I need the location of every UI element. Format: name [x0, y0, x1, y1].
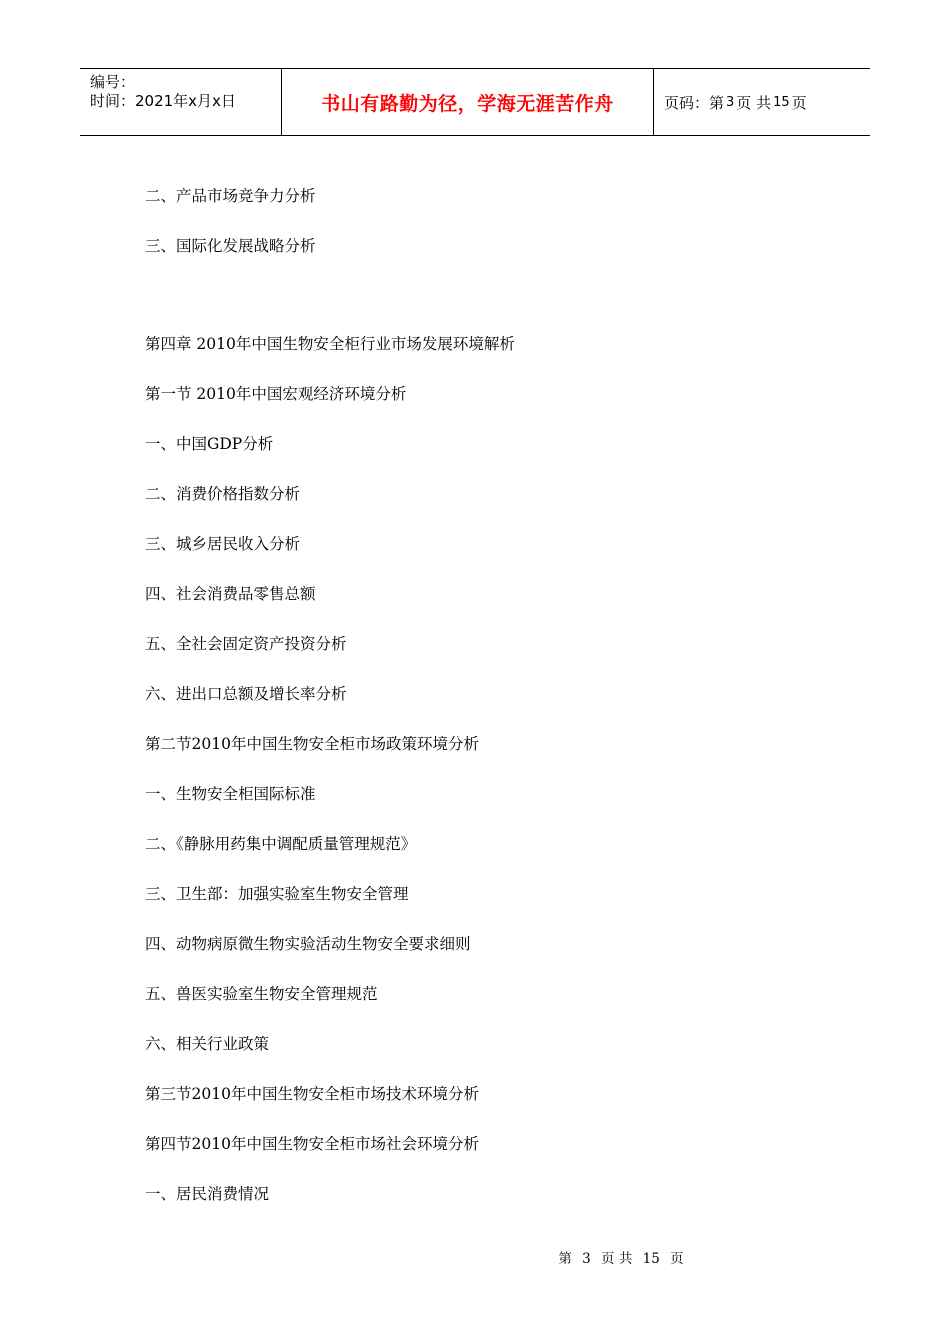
- header-number-label: 编号：: [90, 73, 136, 91]
- toc-item: 二、消费价格指数分析: [145, 485, 301, 503]
- toc-item: 四、社会消费品零售总额: [145, 585, 316, 603]
- footer-page-total: 15: [642, 1251, 660, 1267]
- toc-item: 五、全社会固定资产投资分析: [145, 635, 347, 653]
- header-page-current: 3: [726, 94, 735, 110]
- toc-item: 一、中国GDP分析: [145, 435, 274, 453]
- footer-mid: 页 共: [601, 1251, 633, 1267]
- header-page-total: 15: [773, 94, 790, 110]
- table-of-contents: [145, 184, 845, 1232]
- toc-section-heading: 第三节2010年中国生物安全柜市场技术环境分析: [145, 1085, 479, 1103]
- toc-item: 一、生物安全柜国际标准: [145, 785, 316, 803]
- header-time-label: 时间：2021年x月x日: [90, 92, 236, 110]
- toc-item: 六、相关行业政策: [145, 1035, 270, 1053]
- toc-item: 二、《静脉用药集中调配质量管理规范》: [145, 835, 417, 853]
- toc-item: 三、国际化发展战略分析: [145, 237, 316, 255]
- toc-item: 四、动物病原微生物实验活动生物安全要求细则: [145, 935, 471, 953]
- header-page-mid: 页 共: [736, 93, 772, 112]
- toc-section-heading: 第二节2010年中国生物安全柜市场政策环境分析: [145, 735, 479, 753]
- toc-section-heading: 第四节2010年中国生物安全柜市场社会环境分析: [145, 1135, 479, 1153]
- page-header: [80, 68, 870, 136]
- toc-item: 五、兽医实验室生物安全管理规范: [145, 985, 378, 1003]
- header-page-prefix: 页码：第: [664, 93, 725, 112]
- header-page-info: [654, 69, 870, 135]
- page-footer: [0, 1247, 950, 1267]
- footer-prefix: 第: [558, 1251, 572, 1267]
- toc-item: 一、居民消费情况: [145, 1185, 270, 1203]
- footer-page-current: 3: [582, 1251, 591, 1267]
- toc-item: 三、城乡居民收入分析: [145, 535, 301, 553]
- toc-item: 六、进出口总额及增长率分析: [145, 685, 347, 703]
- header-motto-cell: [281, 69, 654, 135]
- header-motto: 书山有路勤为径，学海无涯苦作舟: [321, 92, 614, 115]
- toc-chapter-heading: 第四章 2010年中国生物安全柜行业市场发展环境解析: [145, 335, 515, 353]
- header-page-suffix: 页: [791, 93, 807, 112]
- footer-suffix: 页: [670, 1251, 684, 1267]
- toc-item: 二、产品市场竞争力分析: [145, 187, 316, 205]
- toc-section-heading: 第一节 2010年中国宏观经济环境分析: [145, 385, 407, 403]
- header-meta: [80, 69, 281, 135]
- toc-item: 三、卫生部：加强实验室生物安全管理: [145, 885, 409, 903]
